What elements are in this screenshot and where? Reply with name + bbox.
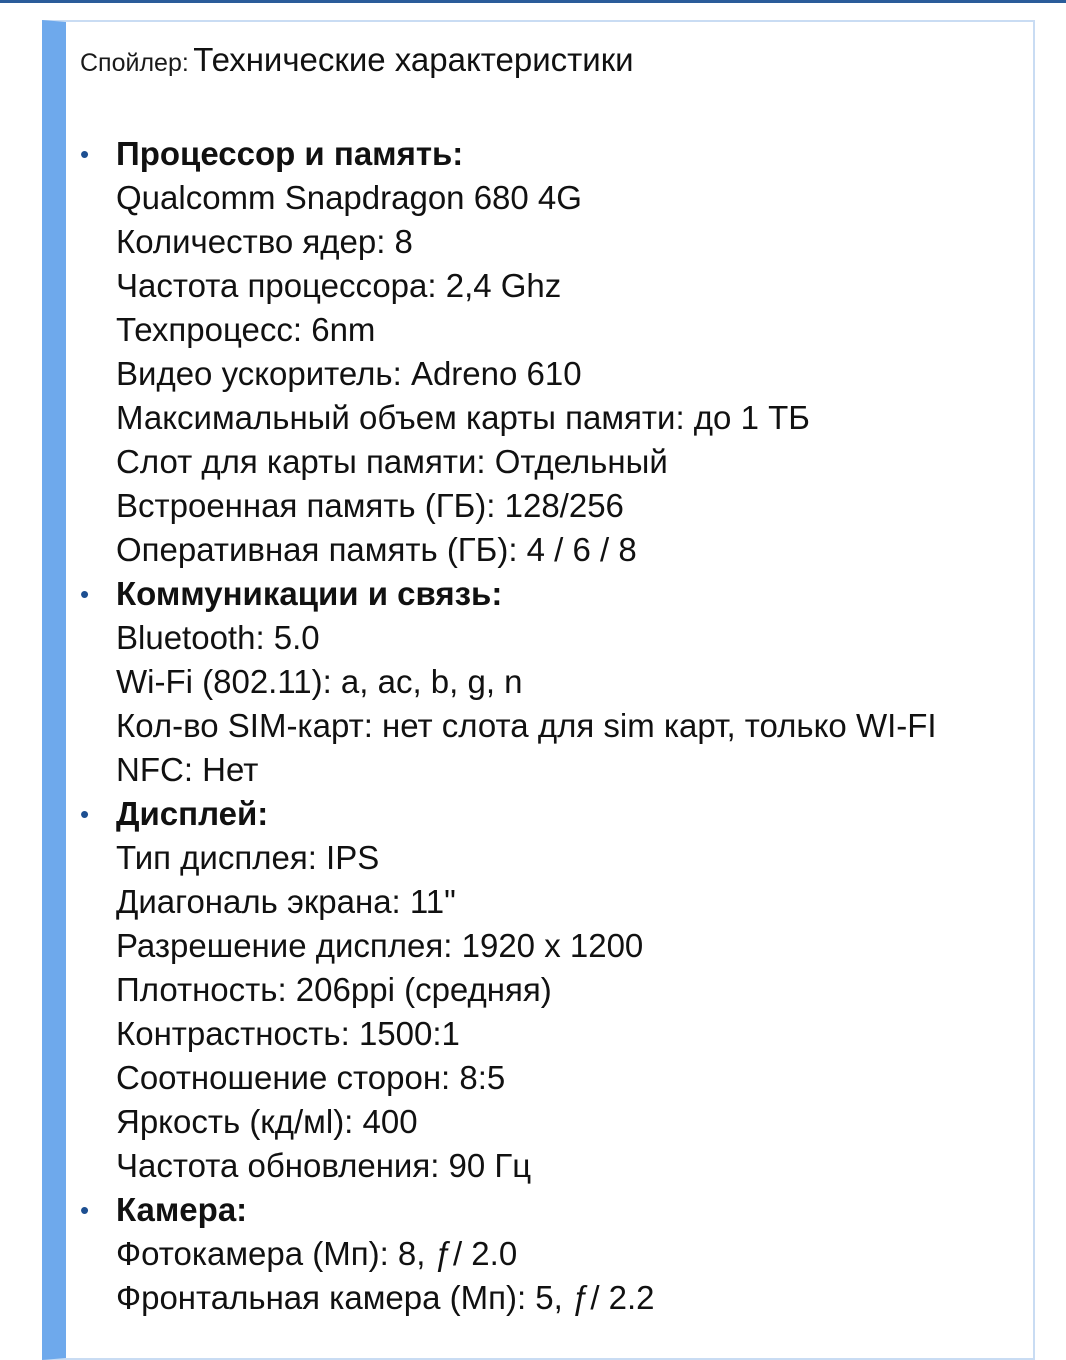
spec-line: Оперативная память (ГБ): 4 / 6 / 8	[116, 531, 637, 568]
bullet-icon: •	[80, 579, 90, 609]
spec-section-processor	[80, 132, 1020, 572]
spec-line: Qualcomm Snapdragon 680 4G	[116, 179, 582, 216]
spec-line: Техпроцесс: 6nm	[116, 311, 376, 348]
spoiler-label: Спойлер:	[80, 49, 189, 77]
spec-list	[80, 132, 1020, 1320]
bullet-icon: •	[80, 799, 90, 829]
spec-line: Максимальный объем карты памяти: до 1 ТБ	[116, 399, 810, 436]
spec-line: Слот для карты памяти: Отдельный	[116, 443, 668, 480]
spec-line: Встроенная память (ГБ): 128/256	[116, 487, 624, 524]
spec-line: Тип дисплея: IPS	[116, 839, 380, 876]
section-title: Камера:	[116, 1191, 248, 1228]
spoiler-block	[42, 20, 1035, 1360]
spec-line: Частота обновления: 90 Гц	[116, 1147, 532, 1184]
spec-line: Диагональ экрана: 11"	[116, 883, 456, 920]
section-title: Процессор и память:	[116, 135, 464, 172]
section-title: Дисплей:	[116, 795, 269, 832]
bullet-icon: •	[80, 1195, 90, 1225]
spec-line: Разрешение дисплея: 1920 x 1200	[116, 927, 644, 964]
section-title: Коммуникации и связь:	[116, 575, 503, 612]
spec-line: Видео ускоритель: Adreno 610	[116, 355, 582, 392]
spec-section-communications	[80, 572, 1020, 792]
spec-line: Кол-во SIM-карт: нет слота для sim карт, только WI-FI	[116, 707, 937, 744]
spoiler-title: Технические характеристики	[193, 41, 634, 78]
spec-line: Количество ядер: 8	[116, 223, 413, 260]
spoiler-header[interactable]	[80, 40, 634, 87]
spec-line: Плотность: 206ppi (средняя)	[116, 971, 552, 1008]
spec-line: Bluetooth: 5.0	[116, 619, 320, 656]
top-divider	[0, 0, 1066, 3]
spec-section-display	[80, 792, 1020, 1188]
spec-line: Частота процессора: 2,4 Ghz	[116, 267, 562, 304]
spec-line: Контрастность: 1500:1	[116, 1015, 460, 1052]
spec-line: Wi-Fi (802.11): a, ac, b, g, n	[116, 663, 523, 700]
bullet-icon: •	[80, 139, 90, 169]
spec-line: Фотокамера (Мп): 8, ƒ/ 2.0	[116, 1235, 518, 1272]
spec-line: Фронтальная камера (Мп): 5, ƒ/ 2.2	[116, 1279, 655, 1316]
spec-section-camera	[80, 1188, 1020, 1320]
spec-line: Соотношение сторон: 8:5	[116, 1059, 506, 1096]
spec-line: Яркость (кд/мl): 400	[116, 1103, 418, 1140]
spec-line: NFC: Нет	[116, 751, 259, 788]
